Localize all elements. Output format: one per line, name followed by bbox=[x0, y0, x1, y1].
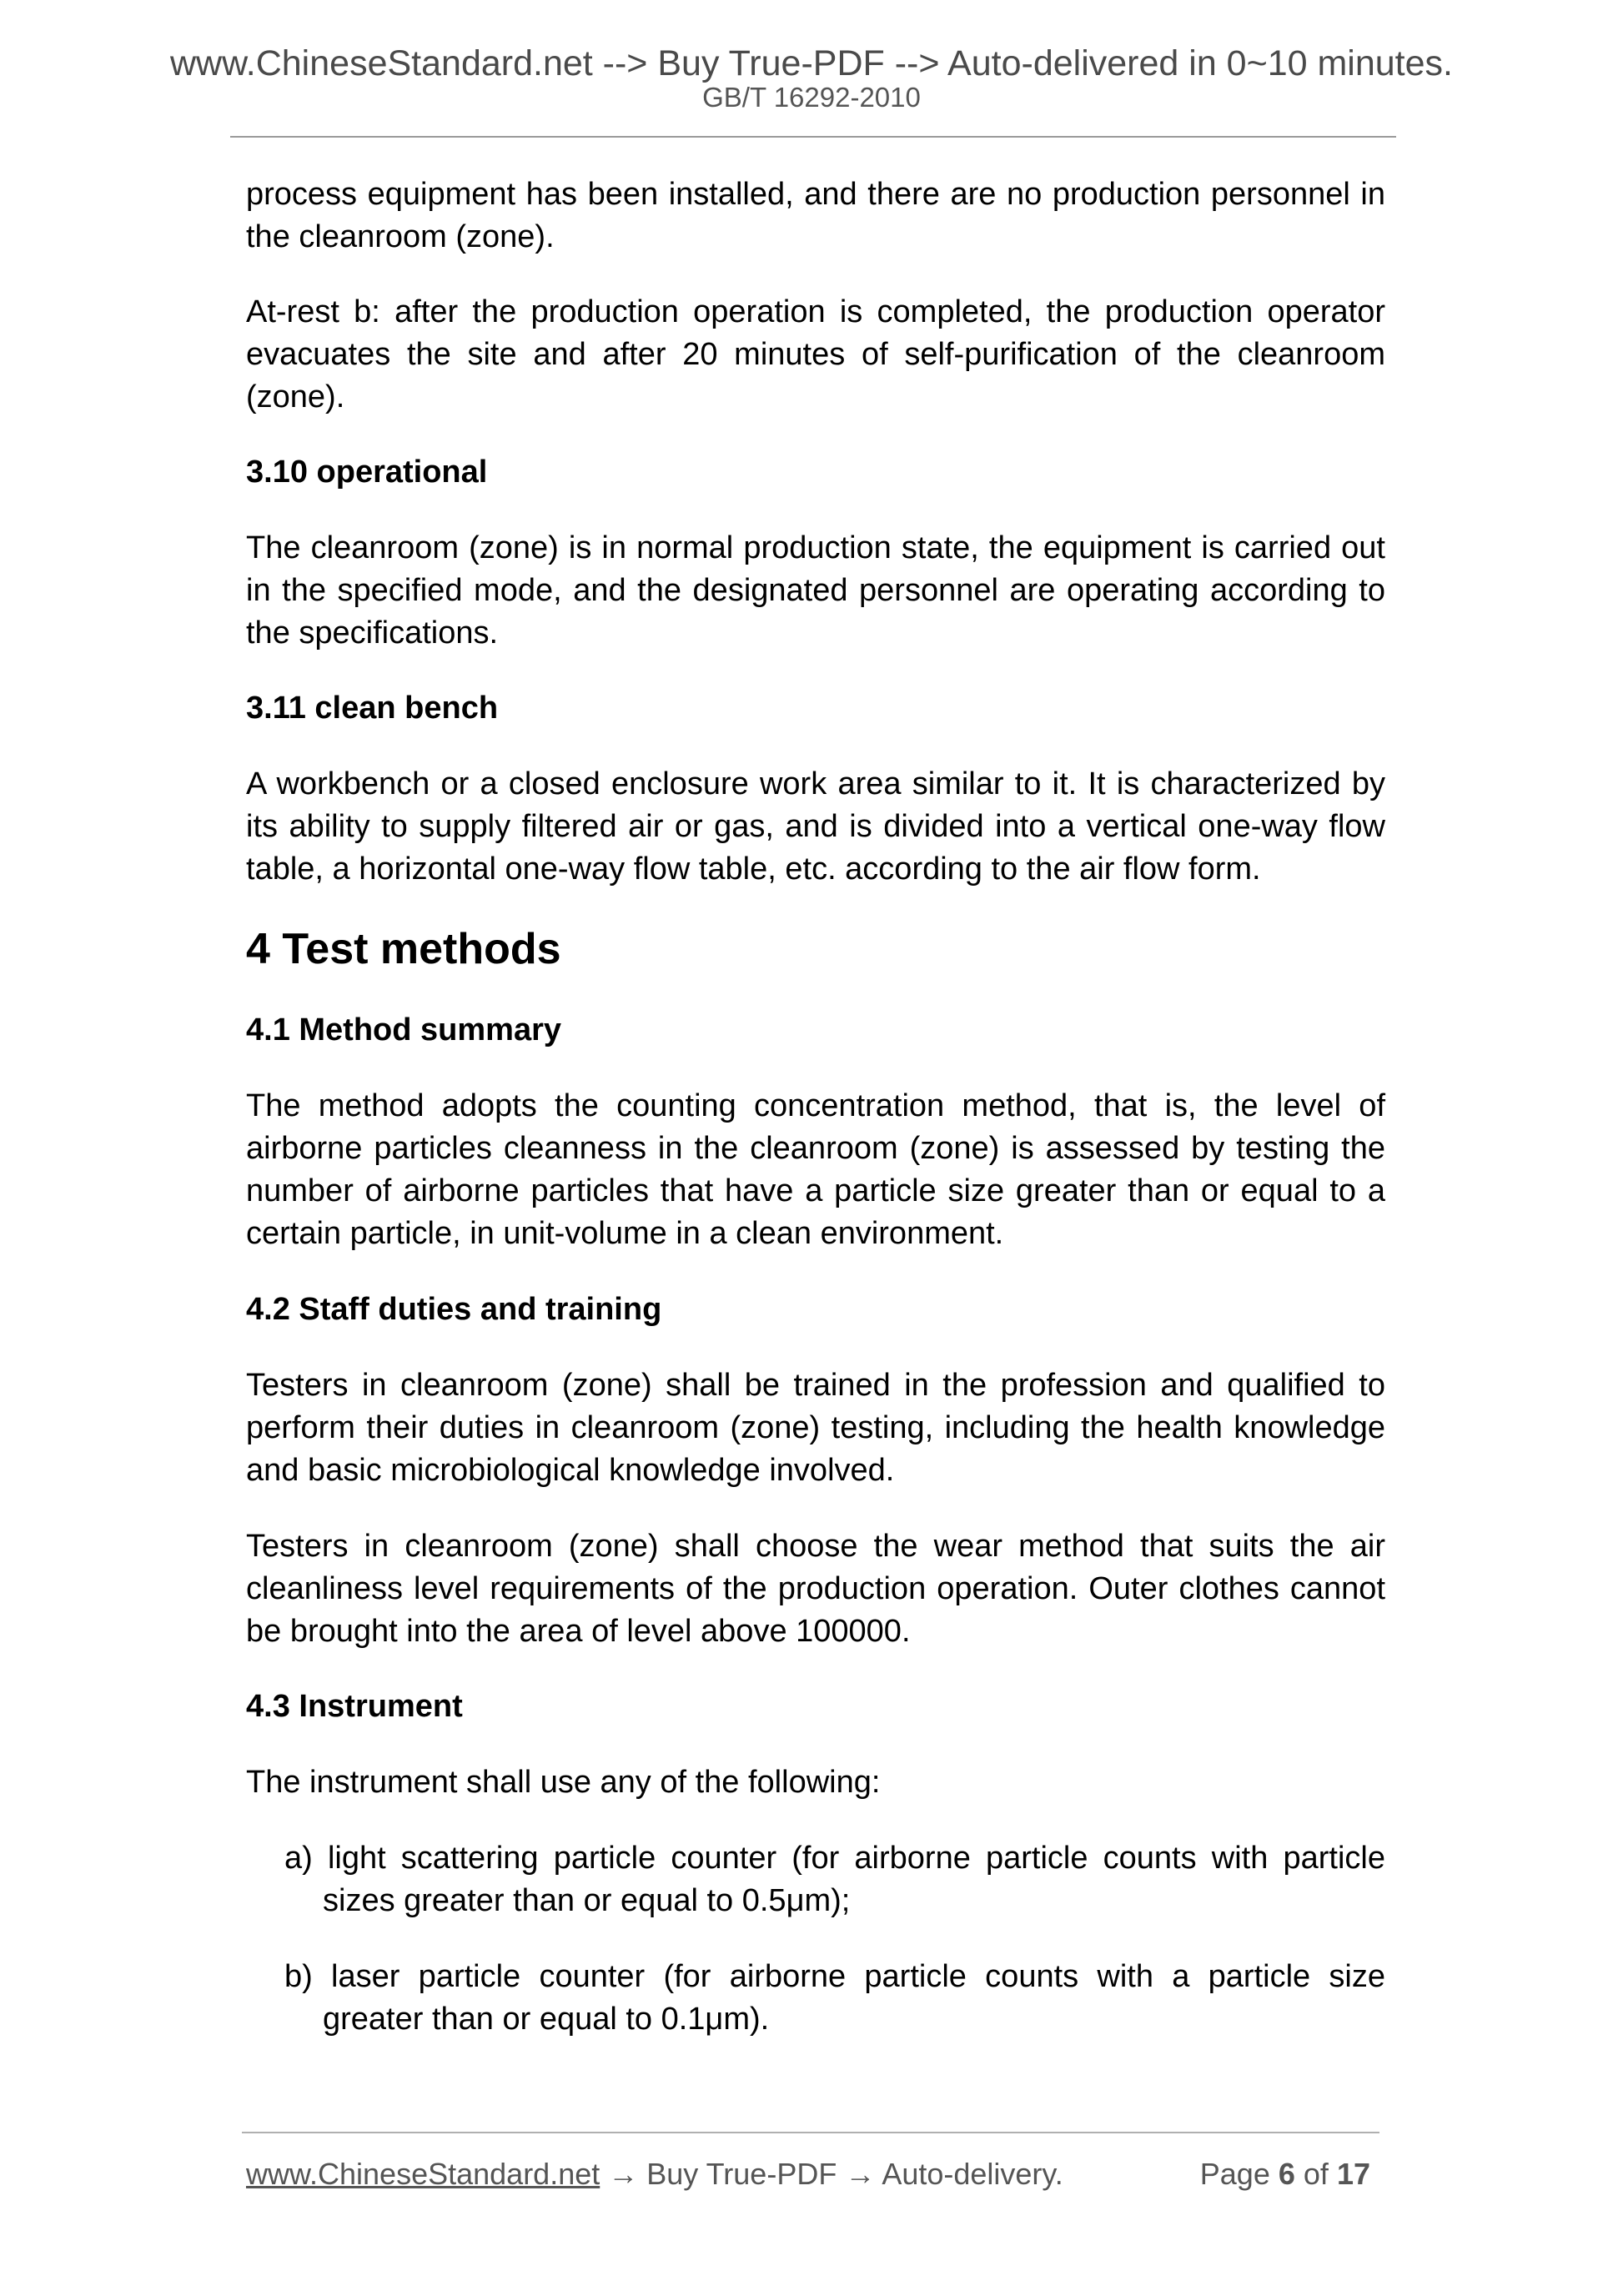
section-heading-4-2: 4.2 Staff duties and training bbox=[246, 1292, 662, 1327]
header-banner: www.ChineseStandard.net --> Buy True-PDF --> Auto-delivered in 0~10 minutes. bbox=[169, 43, 1453, 83]
page-total: 17 bbox=[1336, 2157, 1370, 2191]
paragraph: At-rest b: after the production operation is completed, the production operator evacuates the site and after 20 minutes of self-purification of the cleanroom (zone). bbox=[246, 294, 1385, 414]
footer-text: → Buy True-PDF → Auto-delivery. bbox=[600, 2157, 1063, 2191]
footer-site-link[interactable]: www.ChineseStandard.net bbox=[246, 2157, 600, 2191]
section-heading-3-11: 3.11 clean bench bbox=[246, 691, 499, 726]
paragraph: The method adopts the counting concentration method, that is, the level of airborne particles cleanness in the cleanroom (zone) is assessed by testing the number of airborne particles that have a particle size greater than or equal to a certain particle, in unit-volume in a clean environment. bbox=[246, 1088, 1385, 1251]
paragraph: A workbench or a closed enclosure work area similar to it. It is characterized by its ability to supply filtered air or gas, and is divided into a vertical one-way flow table, a horizontal one-way flow table, etc. according to the air flow form. bbox=[246, 766, 1385, 887]
page-footer bbox=[246, 2154, 1380, 2194]
section-heading-3-10: 3.10 operational bbox=[246, 455, 488, 490]
paragraph: The instrument shall use any of the following: bbox=[246, 1765, 881, 1800]
paragraph: Testers in cleanroom (zone) shall be trained in the profession and qualified to perform their duties in cleanroom (zone) testing, including the health knowledge and basic microbiological knowledge involved. bbox=[246, 1368, 1385, 1488]
header-divider bbox=[230, 136, 1396, 138]
chapter-heading-4: 4 Test methods bbox=[246, 925, 561, 973]
paragraph: Testers in cleanroom (zone) shall choose the wear method that suits the air cleanliness level requirements of the production operation. Outer clothes cannot be brought into the area of level above 100000. bbox=[246, 1529, 1385, 1649]
page-content bbox=[246, 173, 1385, 2041]
section-heading-4-1: 4.1 Method summary bbox=[246, 1012, 561, 1048]
page-label: Page bbox=[1199, 2157, 1270, 2191]
paragraph: The cleanroom (zone) is in normal production state, the equipment is carried out in the specified mode, and the designated personnel are operating according to the specifications. bbox=[246, 530, 1385, 651]
footer-divider bbox=[242, 2132, 1379, 2133]
list-item: b) laser particle counter (for airborne particle counts with a particle size greater than or equal to 0.1μm). bbox=[284, 1959, 1385, 2037]
list-item: a) light scattering particle counter (for airborne particle counts with particle sizes greater than or equal to 0.5μm); bbox=[284, 1841, 1385, 1918]
of-label: of bbox=[1303, 2157, 1329, 2191]
page-indicator bbox=[1200, 2154, 1370, 2194]
document-code: GB/T 16292-2010 bbox=[702, 82, 921, 113]
section-heading-4-3: 4.3 Instrument bbox=[246, 1689, 463, 1724]
paragraph: process equipment has been installed, and there are no production personnel in the cleanroom (zone). bbox=[246, 177, 1385, 254]
page-number: 6 bbox=[1278, 2157, 1295, 2191]
